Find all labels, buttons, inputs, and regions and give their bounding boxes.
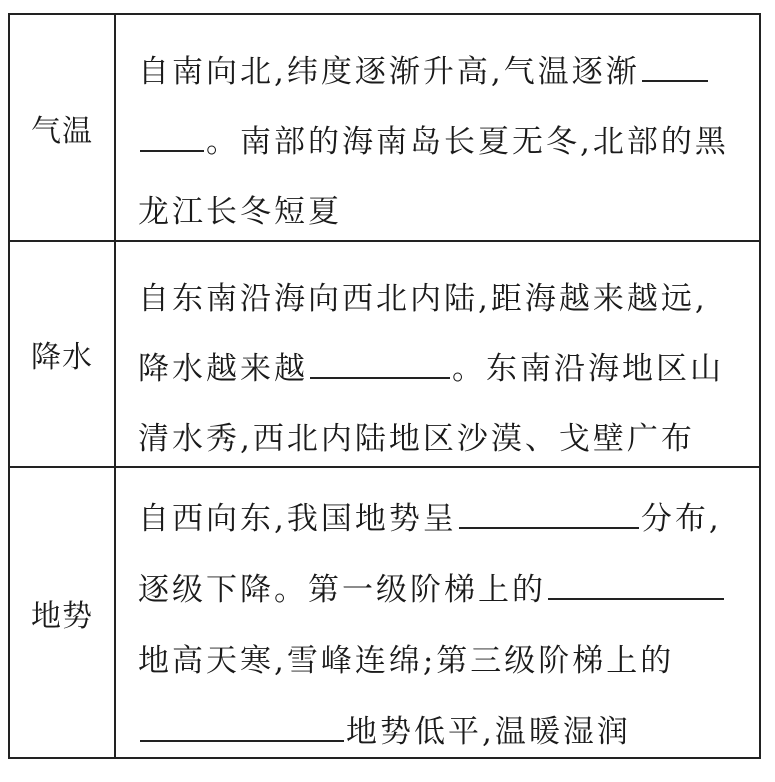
- row-content-precipitation: [116, 242, 759, 466]
- text-segment: 逐级下降。第一级阶梯上的: [138, 572, 546, 608]
- text-segment: 自西向东,我国地势呈: [138, 501, 457, 537]
- row-label-temperature: 气温: [10, 15, 116, 240]
- text-line: [138, 37, 745, 107]
- text-line: [138, 107, 745, 177]
- text-segment: 自南向北,纬度逐渐升高,气温逐渐: [138, 54, 640, 90]
- fill-in-table: [8, 13, 761, 759]
- text-segment: 清水秀,西北内陆地区沙漠、戈壁广布: [138, 421, 695, 457]
- row-content-terrain: [116, 468, 759, 757]
- text-segment: 。东南沿海地区山: [452, 351, 724, 387]
- text-line: [138, 334, 745, 404]
- answer-blank[interactable]: [140, 712, 344, 742]
- text-line: [138, 697, 745, 768]
- table-row-temperature: [10, 15, 759, 240]
- answer-blank[interactable]: [548, 570, 724, 600]
- text-line: [138, 404, 745, 474]
- text-segment: 地高天寒,雪峰连绵;第三级阶梯上的: [138, 643, 675, 679]
- text-line: [138, 484, 745, 555]
- answer-blank[interactable]: [310, 349, 450, 379]
- text-line: [138, 555, 745, 626]
- answer-blank[interactable]: [459, 499, 639, 529]
- table-row-precipitation: [10, 240, 759, 466]
- answer-blank[interactable]: [140, 122, 204, 152]
- row-content-temperature: [116, 15, 759, 240]
- text-line: [138, 626, 745, 697]
- text-segment: 自东南沿海向西北内陆,距海越来越远,: [138, 281, 708, 317]
- row-label-terrain: 地势: [10, 468, 116, 757]
- text-segment: 地势低平,温暖湿润: [346, 714, 631, 750]
- text-segment: 降水越来越: [138, 351, 308, 387]
- text-line: [138, 264, 745, 334]
- text-segment: 分布,: [640, 501, 722, 537]
- row-label-precipitation: 降水: [10, 242, 116, 466]
- table-row-terrain: [10, 466, 759, 757]
- text-segment: 龙江长冬短夏: [138, 194, 342, 230]
- text-segment: 。南部的海南岛长夏无冬,北部的黑: [206, 124, 729, 160]
- answer-blank[interactable]: [642, 52, 708, 82]
- text-line: [138, 177, 745, 247]
